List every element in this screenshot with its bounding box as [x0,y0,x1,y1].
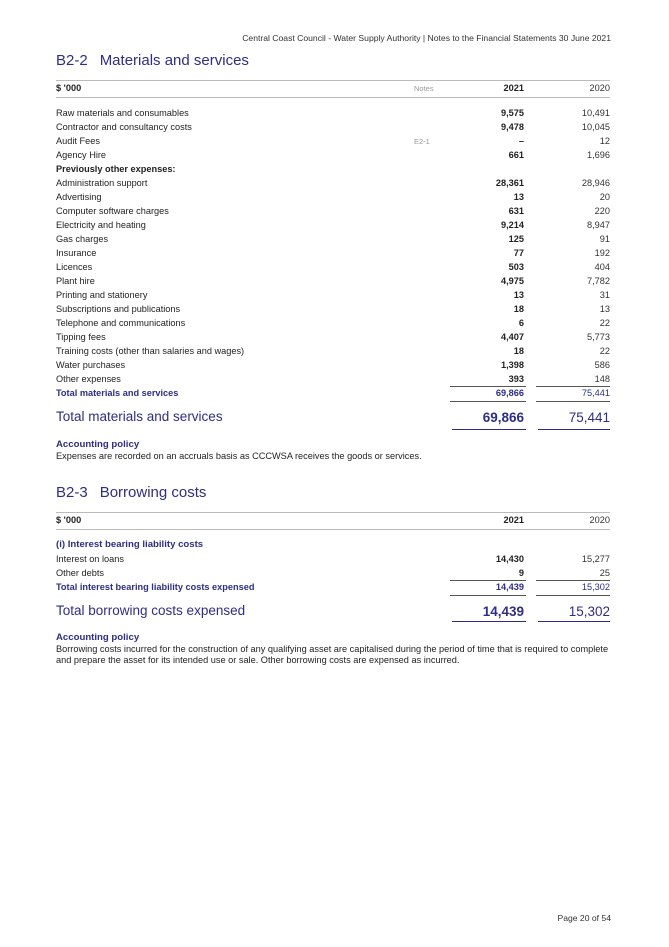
section-number: B2-3 [56,484,88,501]
col-2021: 2021 [503,83,524,93]
page-header: Central Coast Council - Water Supply Authority | Notes to the Financial Statements 30 June 2021 [242,33,611,43]
total-row [56,582,610,596]
row-2021: 9,575 [501,108,524,118]
divider [56,97,610,98]
row-2021: 6 [518,318,524,328]
row-2021: 13 [513,192,524,202]
row-label: Previously other expenses: [56,164,176,174]
row-label: Computer software charges [56,206,169,216]
page-footer: Page 20 of 54 [557,913,611,923]
grand-total-2021: 14,439 [482,604,524,619]
table-row [56,136,610,150]
row-label: Agency Hire [56,150,107,160]
section-name: Materials and services [99,52,249,69]
grand-rule-2021 [452,621,526,622]
row-label: Plant hire [56,276,95,286]
section-number: B2-2 [56,52,88,69]
table-header [56,81,610,97]
total-row [56,388,610,402]
row-2020: 91 [599,234,610,244]
total-2021: 69,866 [495,388,524,398]
section-title-b2-2 [56,52,249,69]
col-units: $ '000 [56,515,82,525]
table-row [56,164,610,178]
table-row [56,108,610,122]
table-row [56,290,610,304]
row-2020: 404 [594,262,610,272]
policy-text: Expenses are recorded on an accruals basis as CCCWSA receives the goods or services. [56,451,422,461]
row-label: Water purchases [56,360,126,370]
policy-title: Accounting policy [56,632,140,643]
table-row [56,248,610,262]
row-notes: E2-1 [414,137,430,146]
grand-total-2020: 75,441 [568,410,610,425]
grand-rule-2020 [538,429,610,430]
row-label: Tipping fees [56,332,106,342]
row-2021: 4,975 [501,276,524,286]
row-label: Gas charges [56,234,109,244]
row-label: Audit Fees [56,136,100,146]
grand-total-label: Total borrowing costs expensed [56,603,246,618]
col-2020: 2020 [589,83,610,93]
grand-rule-2020 [538,621,610,622]
table-header [56,513,610,529]
row-2021: 77 [513,248,524,258]
row-2020: 220 [594,206,610,216]
row-2020: 28,946 [581,178,610,188]
row-2020: 22 [599,318,610,328]
row-2021: 18 [513,304,524,314]
table-row [56,150,610,164]
row-label: Interest on loans [56,554,124,564]
row-2020: 5,773 [587,332,610,342]
table-row [56,374,610,388]
row-2020: 1,696 [587,150,610,160]
row-2021: 9,478 [501,122,524,132]
row-label: Raw materials and consumables [56,108,189,118]
table-row [56,122,610,136]
row-2020: 148 [594,374,610,384]
section-title-b2-3 [56,484,206,501]
subsection-title: (i) Interest bearing liability costs [56,539,204,550]
row-2021: 503 [508,262,524,272]
table-row [56,206,610,220]
table-row [56,304,610,318]
row-2020: 12 [599,136,610,146]
row-label: Advertising [56,192,102,202]
row-2021: 18 [513,346,524,356]
row-label: Telephone and communications [56,318,186,328]
row-label: Administration support [56,178,148,188]
grand-total-2021: 69,866 [482,410,524,425]
row-2020: 15,277 [581,554,610,564]
col-units: $ '000 [56,83,82,93]
grand-rule-2021 [452,429,526,430]
row-label: Insurance [56,248,97,258]
col-2020: 2020 [589,515,610,525]
row-2020: 31 [599,290,610,300]
policy-text: Borrowing costs incurred for the construction of any qualifying asset are capitalised during the period of time that is required to complete and prepare the asset for its intended use or sale. Other borrowing costs are expensed as incurred. [56,644,609,665]
table-row [56,318,610,332]
total-label: Total interest bearing liability costs expensed [56,582,255,592]
row-2021: 28,361 [495,178,524,188]
col-notes: Notes [414,84,434,93]
table-row [56,276,610,290]
row-2021: 14,430 [495,554,524,564]
row-2021: 9,214 [501,220,524,230]
row-label: Subscriptions and publications [56,304,181,314]
row-2021: – [518,136,524,146]
row-2020: 13 [599,304,610,314]
row-2020: 8,947 [587,220,610,230]
row-2020: 22 [599,346,610,356]
row-2020: 192 [594,248,610,258]
row-2020: 7,782 [587,276,610,286]
row-2021: 125 [508,234,524,244]
row-2021: 4,407 [501,332,524,342]
row-label: Licences [56,262,93,272]
col-2021: 2021 [503,515,524,525]
row-2021: 1,398 [501,360,524,370]
section-name: Borrowing costs [99,484,207,501]
row-2021: 9 [518,568,524,578]
table-row [56,220,610,234]
table-row [56,554,610,568]
grand-total-label: Total materials and services [56,409,223,424]
row-2021: 631 [508,206,524,216]
grand-total-2020: 15,302 [568,604,610,619]
table-row [56,178,610,192]
total-label: Total materials and services [56,388,179,398]
table-row [56,192,610,206]
row-label: Other expenses [56,374,121,384]
row-2021: 13 [513,290,524,300]
policy-title: Accounting policy [56,439,140,450]
table-row [56,360,610,374]
row-2021: 661 [508,150,524,160]
row-2021: 393 [508,374,524,384]
row-2020: 20 [599,192,610,202]
table-row [56,262,610,276]
row-label: Other debts [56,568,105,578]
table-row [56,332,610,346]
row-label: Electricity and heating [56,220,146,230]
total-2021: 14,439 [495,582,524,592]
table-row [56,346,610,360]
row-label: Printing and stationery [56,290,148,300]
row-2020: 586 [594,360,610,370]
row-2020: 10,045 [581,122,610,132]
total-2020: 15,302 [581,582,610,592]
grand-total-row [56,406,610,428]
row-2020: 25 [599,568,610,578]
divider [56,529,610,530]
row-2020: 10,491 [581,108,610,118]
table-row [56,234,610,248]
grand-total-row [56,600,610,622]
row-label: Training costs (other than salaries and wages) [56,346,245,356]
total-2020: 75,441 [581,388,610,398]
row-label: Contractor and consultancy costs [56,122,192,132]
table-row [56,568,610,582]
